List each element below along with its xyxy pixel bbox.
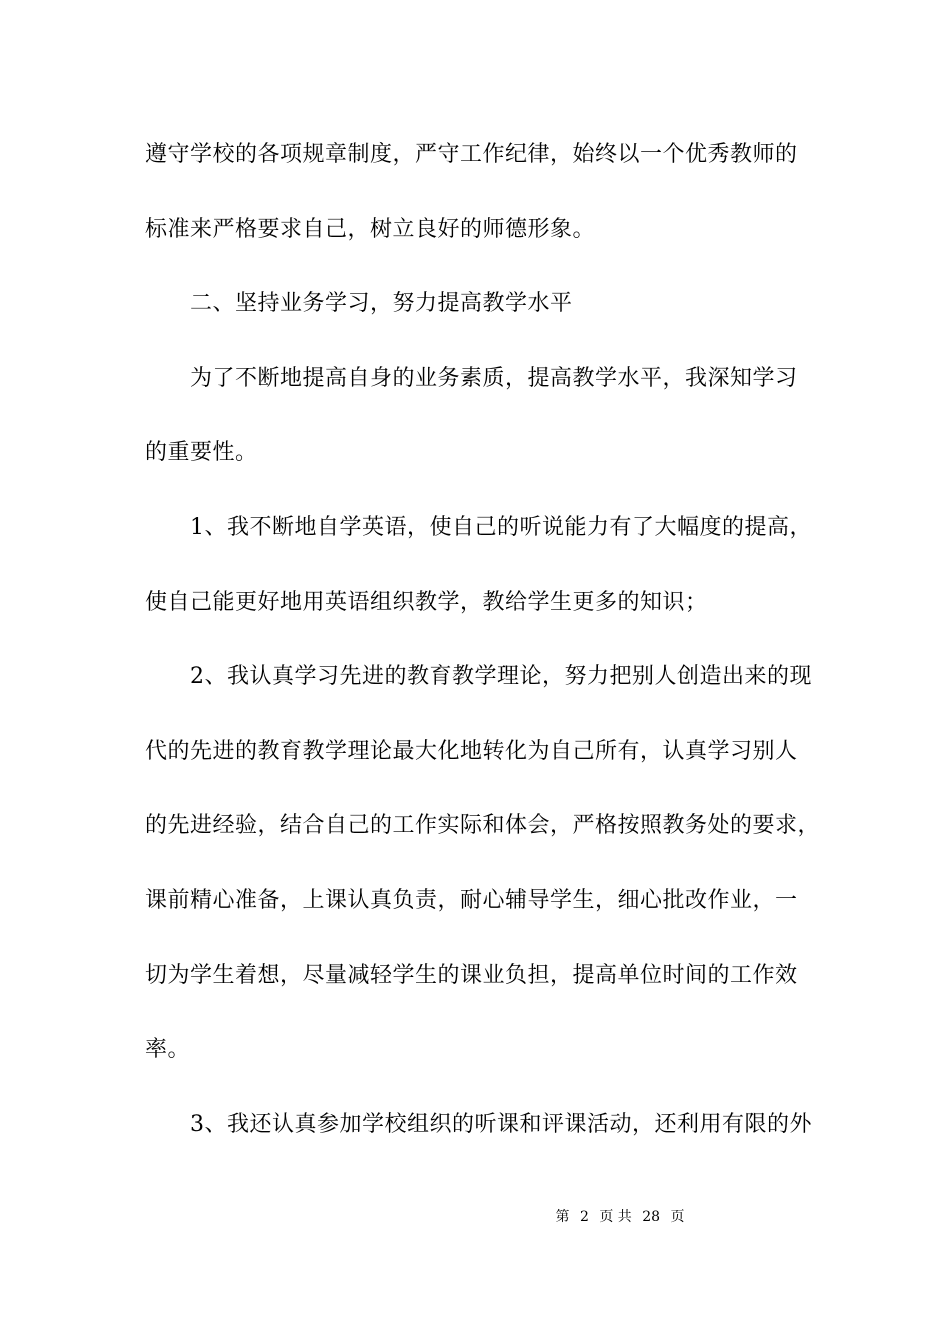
text-line: 率。 (145, 1037, 191, 1062)
text-line: 为了不断地提高自身的业务素质，提高教学水平，我深知学习 (190, 366, 798, 391)
total-page-count: 28 (642, 1209, 661, 1225)
footer-mid: 页 共 (599, 1209, 632, 1225)
section-heading: 二、坚持业务学习，努力提高教学水平 (190, 291, 573, 316)
text-line: 使自己能更好地用英语组织教学，教给学生更多的知识； (145, 590, 708, 615)
text-line: 的重要性。 (145, 440, 258, 465)
page-footer (0, 1207, 950, 1227)
text-line: 1、我不断地自学英语，使自己的听说能力有了大幅度的提高， (190, 515, 812, 540)
text-line: 代的先进的教育教学理论最大化地转化为自己所有，认真学习别人 (145, 739, 798, 764)
text-line: 标准来严格要求自己，树立良好的师德形象。 (145, 217, 596, 242)
text-line: 2、我认真学习先进的教育教学理论，努力把别人创造出来的现 (190, 664, 812, 689)
text-line: 课前精心准备，上课认真负责，耐心辅导学生，细心批改作业，一 (145, 888, 798, 913)
footer-prefix: 第 (555, 1209, 570, 1225)
current-page-number: 2 (579, 1209, 589, 1225)
footer-suffix: 页 (670, 1209, 685, 1225)
text-line: 的先进经验，结合自己的工作实际和体会，严格按照教务处的要求， (145, 813, 821, 838)
text-line: 3、我还认真参加学校组织的听课和评课活动，还利用有限的外 (190, 1112, 812, 1137)
text-line: 遵守学校的各项规章制度，严守工作纪律，始终以一个优秀教师的 (145, 142, 798, 167)
text-line: 切为学生着想，尽量减轻学生的课业负担，提高单位时间的工作效 (145, 963, 798, 988)
